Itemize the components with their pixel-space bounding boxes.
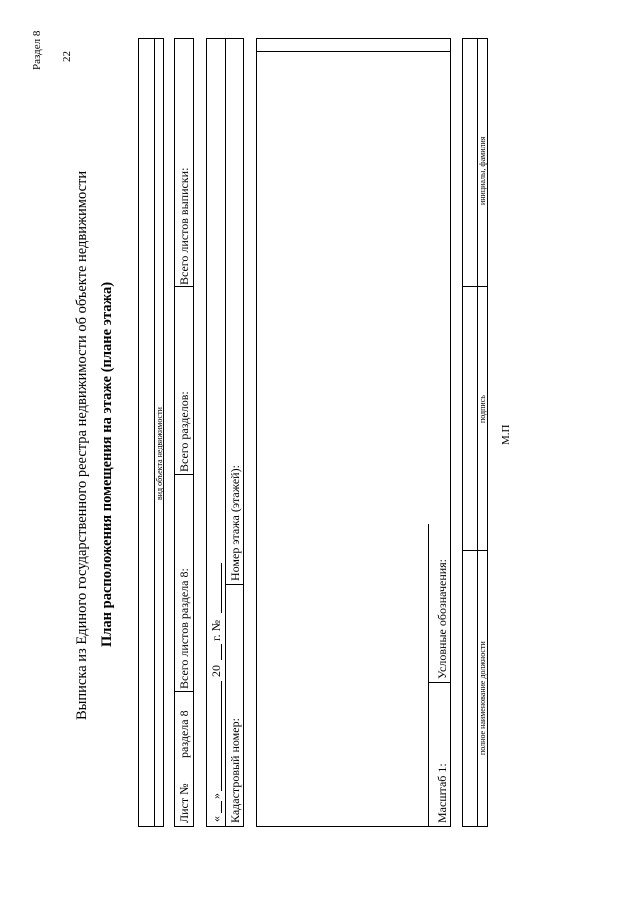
legend-symbols-label: Условные обозначения:	[435, 558, 449, 679]
date-number-label: г. №	[209, 619, 223, 641]
total-sheets-label: Всего листов выписки:	[177, 167, 191, 285]
plan-drawing-area	[256, 38, 451, 827]
floor-number-label: Номер этажа (этажей):	[228, 465, 242, 581]
object-kind-caption: вид объекта недвижимости	[155, 407, 164, 500]
floor-divider	[225, 584, 244, 585]
section-label: Раздел 8	[31, 30, 43, 70]
sheet-info-divider	[174, 286, 194, 287]
legend-top-line	[428, 524, 429, 827]
section-part-label: раздела 8	[177, 710, 191, 758]
document-title: Выписка из Единого государственного реестра недвижимости об объекте недвижимости	[74, 170, 90, 720]
legend-divider	[428, 682, 451, 683]
plan-area-right-strip	[256, 51, 451, 52]
name-caption: инициалы, фамилия	[478, 136, 487, 205]
total-sheets-section-label: Всего листов раздела 8:	[177, 568, 191, 689]
signature-divider	[462, 550, 488, 551]
position-caption: полное наименование должности	[478, 641, 487, 755]
page-number: 22	[61, 51, 73, 62]
date-month-blank	[221, 681, 222, 791]
date-close-quote: »	[209, 793, 223, 799]
scale-label: Масштаб 1:	[435, 763, 449, 823]
plan-title: План расположения помещения на этаже (плане этажа)	[99, 281, 115, 647]
date-number-blank	[221, 563, 222, 613]
date-day-blank	[221, 801, 222, 813]
cadastral-number-label: Кадастровый номер:	[228, 718, 242, 823]
signature-divider	[462, 286, 488, 287]
total-sections-label: Всего разделов:	[177, 391, 191, 472]
signature-caption: подпись	[478, 395, 487, 423]
sheet-number-label: Лист №	[177, 783, 191, 823]
sheet-info-divider	[174, 474, 194, 475]
date-year-prefix: 20	[209, 665, 223, 677]
date-year-blank	[221, 644, 222, 660]
date-open-quote: «	[209, 816, 223, 822]
date-row-divider	[225, 38, 226, 827]
stamp-mark: М.П	[500, 424, 512, 445]
sheet-info-divider	[174, 691, 194, 692]
